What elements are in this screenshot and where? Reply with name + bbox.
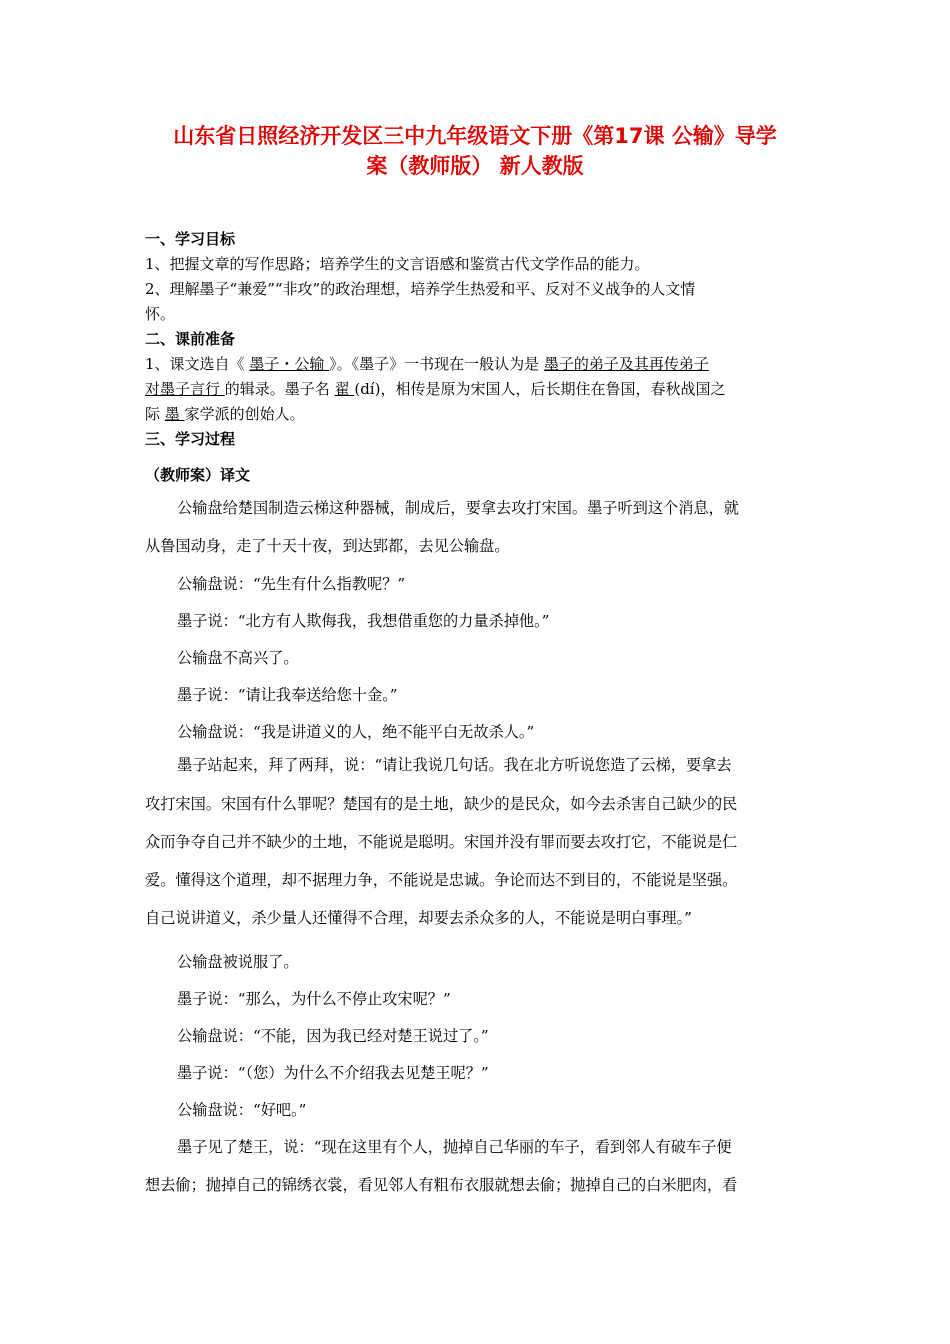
- translation-line: 墨子站起来，拜了两拜，说：“请让我说几句话。我在北方听说您造了云梯，要拿去: [177, 756, 732, 774]
- document-title-line1: 山东省日照经济开发区三中九年级语文下册《第17课 公输》导学: [173, 124, 777, 148]
- section-heading-goals: 一、学习目标: [145, 230, 236, 248]
- prep-text: 的辑录。墨子名: [224, 380, 335, 398]
- translation-line: 攻打宋国。宋国有什么罪呢？楚国有的是土地，缺少的是民众，如今去杀害自己缺少的民: [145, 795, 738, 813]
- section-heading-process: 三、学习过程: [145, 430, 236, 448]
- document-title-line2: 案（教师版） 新人教版: [366, 154, 584, 178]
- translation-line: 公输盘说：“先生有什么指教呢？”: [177, 575, 406, 593]
- goal-item-2-line1: 2、理解墨子“兼爱”“非攻”的政治理想，培养学生热爱和平、反对不义战争的人文情: [145, 280, 696, 298]
- translation-line: 公输盘被说服了。: [177, 953, 299, 971]
- translation-line: 公输盘给楚国制造云梯这种器械，制成后，要拿去攻打宋国。墨子听到这个消息，就: [177, 499, 739, 517]
- translation-line: 公输盘不高兴了。: [177, 649, 299, 667]
- fill-blank-answer: 墨子的弟子及其再传弟子: [543, 355, 709, 373]
- fill-blank-answer: 翟: [334, 380, 355, 398]
- fill-blank-answer: 对墨子言行: [145, 380, 225, 398]
- prep-text: 》。《墨子》一书现在一般认为是: [329, 355, 544, 373]
- prep-line-2: [145, 377, 810, 402]
- prep-line-3: [145, 402, 810, 427]
- translation-line: 爱。懂得这个道理，却不据理力争，不能说是忠诚。争论而达不到目的，不能说是坚强。: [145, 871, 738, 889]
- prep-line-1: [145, 352, 810, 377]
- prep-text: (dí)，相传是原为宋国人，后长期住在鲁国，春秋战国之: [354, 380, 726, 398]
- prep-text: 1、课文选自《: [145, 355, 250, 373]
- fill-blank-answer: 墨: [164, 405, 185, 423]
- translation-line: 从鲁国动身，走了十天十夜，到达郢都，去见公输盘。: [145, 537, 510, 555]
- translation-line: 自己说讲道义，杀少量人还懂得不合理，却要去杀众多的人，不能说是明白事理。”: [145, 909, 692, 927]
- translation-line: 想去偷；抛掉自己的锦绣衣裳，看见邻人有粗布衣服就想去偷；抛掉自己的白米肥肉，看: [145, 1176, 738, 1194]
- prep-text: 际: [145, 405, 165, 423]
- translation-line: 公输盘说：“不能，因为我已经对楚王说过了。”: [177, 1027, 489, 1045]
- goal-item-2-line2: 怀。: [145, 305, 176, 323]
- translation-line: 众而争夺自己并不缺少的土地，不能说是聪明。宋国并没有罪而要去攻打它，不能说是仁: [145, 833, 738, 851]
- translation-line: 墨子见了楚王，说：“现在这里有个人，抛掉自己华丽的车子，看到邻人有破车子便: [177, 1138, 732, 1156]
- translation-line: 墨子说：“北方有人欺侮我，我想借重您的力量杀掉他。”: [177, 612, 550, 630]
- goal-item-1: 1、把握文章的写作思路；培养学生的文言语感和鉴赏古代文学作品的能力。: [145, 255, 650, 273]
- prep-text: 家学派的创始人。: [184, 405, 305, 423]
- translation-subheading: （教师案）译文: [145, 466, 251, 484]
- translation-line: 公输盘说：“我是讲道义的人，绝不能平白无故杀人。”: [177, 723, 535, 741]
- section-heading-prep: 二、课前准备: [145, 330, 236, 348]
- translation-line: 墨子说：“（您）为什么不介绍我去见楚王呢？”: [177, 1064, 489, 1082]
- fill-blank-answer: 墨子・公输: [249, 355, 330, 373]
- translation-line: 墨子说：“请让我奉送给您十金。”: [177, 686, 398, 704]
- translation-line: 公输盘说：“好吧。”: [177, 1101, 307, 1119]
- translation-line: 墨子说：“那么，为什么不停止攻宋呢？”: [177, 990, 451, 1008]
